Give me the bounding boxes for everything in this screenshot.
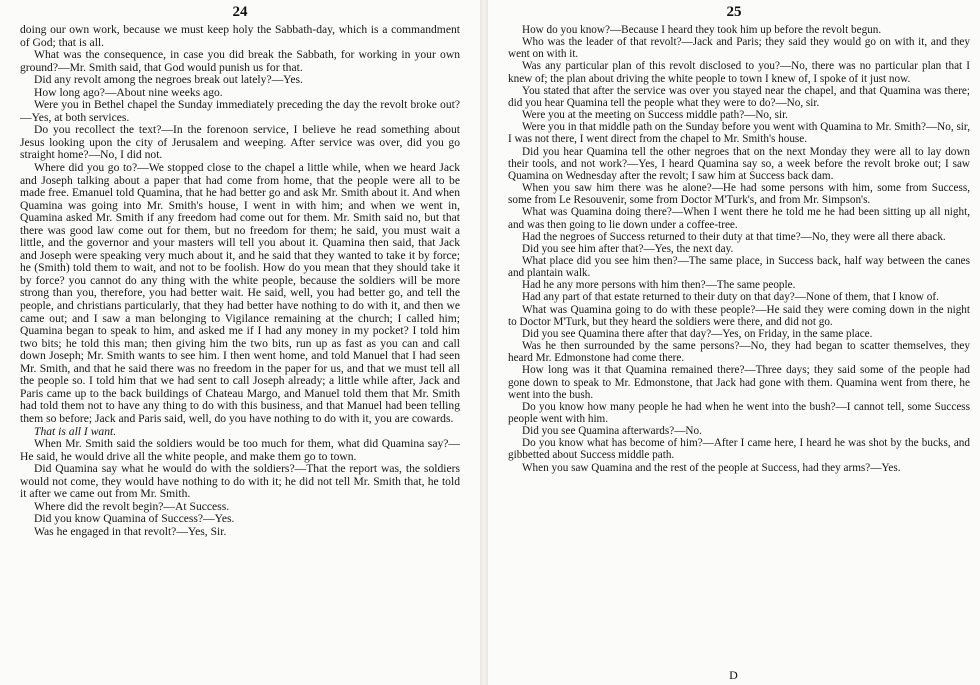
signature-mark: D: [729, 668, 739, 682]
paragraph: Was he then surrounded by the same persons?—No, they had began to scatter themselves, they heard Mr. Edmonstone had come there.: [508, 340, 970, 365]
paragraph: Did you see Quamina afterwards?—No.: [522, 425, 702, 438]
paragraph: That is all I want.: [34, 424, 117, 438]
paragraph: What was the consequence, in case you did break the Sabbath, for working in your own ground?—Mr. Smith said, that God would punish us for that.: [20, 48, 460, 74]
paragraph: Where did you go to?—We stopped close to the chapel a little while, when we heard Jack and Joseph talking about a paper that had come from home, that the people were all to be made free. Emanuel told Quamina, that he had better go and ask Mr. Smith about it. And when Quamina was going into Mr. Smith's house, I went in with him; and when we went in, Quamina asked Mr. Smith if any freedom had come out for them. Mr. Smith said no, but that there was good law come out for them, but no freedom for them; he said, you must wait a little, and the governor and your masters will tell you about it. Quamina then said, that Jack and Joseph were speaking very much about it, and he said that they wanted to take it by force; he (Smith) told them to wait, and not to be foolish. How do you mean that they should take it by force? you cannot do any thing with the white people, because the soldiers will be more strong than you, therefore, you had better wait. He said, well, you had better go, and tell the people, and christians particularly, that they had better have nothing to do with it, and then we came out; and I saw a man belonging to Vigilance remaining at the church; I called him; Quamina began to speak to him, and asked me if I had any money in my pocket? I told him two bits; he told this man; then giving him the two bits, run up as fast as you can and call down Joseph; Mr. Smith wants to see him. I then went home, and told Manuel that I had seen Mr. Smith, and that he said there was no freedom in the paper for us, and that we must tell all the people so. I told him that we had sent to call Joseph already; a little while after, Jack and Paris came up to the back buildings of Chateau Margo, and Manuel told them that Mr. Smith had told them not to have any thing to do with this business, and that Manuel had been telling them so before; Jack and Paris said, well, do you have nothing to do with it, you are cowards.: [20, 161, 460, 425]
paragraph: Had any part of that estate returned to their duty on that day?—None of them, that I know of.: [522, 291, 939, 304]
paragraph: Did you see him after that?—Yes, the next day.: [522, 242, 734, 255]
paragraph: Was he engaged in that revolt?—Yes, Sir.: [34, 524, 227, 538]
paragraph: Were you in Bethel chapel the Sunday immediately preceding the day the revolt broke out?—Yes, at both services.: [20, 98, 460, 124]
paragraph: When you saw him there was he alone?—He had some persons with him, some from Success, some from Le Resouvenir, some from Doctor M'Turk's, and from Mr. Simpson's.: [508, 182, 970, 207]
paragraph: Did you see Quamina there after that day?—Yes, on Friday, in the same place.: [522, 327, 873, 340]
paragraph: When Mr. Smith said the soldiers would be too much for them, what did Quamina say?—He said, he would drive all the white people, and make them go to town.: [20, 437, 460, 463]
paragraph: Who was the leader of that revolt?—Jack and Paris; they said they would go on with it, and they went on with it.: [508, 36, 970, 61]
paragraph: Did any revolt among the negroes break out lately?—Yes.: [34, 73, 303, 87]
paragraph: Do you recollect the text?—In the forenoon service, I believe he read something about Jesus looking upon the city of Jerusalem and weeping. After service was over, did you go straight home?—No, I did not.: [20, 123, 460, 162]
paragraph: Were you in that middle path on the Sunday before you went with Quamina to Mr. Smith?—No, sir, I was not there, I went direct from the chapel to Mr. Smith's house.: [508, 121, 970, 146]
paragraph: Did you know Quamina of Success?—Yes.: [34, 512, 235, 526]
page-number-left: 24: [232, 4, 248, 20]
paragraph: Do you know what has become of him?—After I came here, I heard he was shot by the bucks, and gibbetted about Success middle path.: [508, 437, 970, 462]
paragraph: What was Quamina doing there?—When I went there he told me he had been sitting up all night, and was then going to lie down under a coffee-tree.: [508, 206, 970, 231]
paragraph: Had he any more persons with him then?—The same people.: [522, 279, 796, 292]
right-page: [488, 0, 980, 685]
paragraph: Where did the revolt begin?—At Success.: [34, 499, 230, 513]
paragraph: Were you at the meeting on Success middle path?—No, sir.: [522, 109, 788, 122]
paragraph: What was Quamina going to do with these people?—He said they were coming down in the night to Doctor M'Turk, but they heard the soldiers were there, and did not go.: [508, 303, 970, 328]
paragraph: Was any particular plan of this revolt disclosed to you?—No, there was no particular plan that I knew of; the plan about driving the white people to town I knew of, I spoke of it just now.: [508, 60, 970, 85]
paragraph: What place did you see him then?—The same place, in Success back, half way between the canes and plantain walk.: [508, 254, 970, 280]
paragraph: Did you hear Quamina tell the other negroes that on the next Monday they were all to lay down their tools, and not work?—Yes, I heard Quamina say so, a week before the revolt broke out; I saw Quamina on Wednesday after the revolt; I saw him at Success back dam.: [508, 145, 970, 182]
page-number-right: 25: [726, 4, 742, 20]
paragraph: You stated that after the service was over you stayed near the chapel, and that Quamina was there; did you hear Quamina tell the people what they were to do?—No, sir.: [508, 84, 970, 109]
paragraph: Do you know how many people he had when he went into the bush?—I cannot tell, some Success people went with him.: [508, 400, 970, 425]
paragraph: Had the negroes of Success returned to their duty at that time?—No, they were all there aback.: [522, 230, 946, 243]
paragraph: How long ago?—About nine weeks ago.: [34, 85, 223, 99]
left-page: [0, 0, 480, 685]
paragraph: How do you know?—Because I heard they took him up before the revolt begun.: [522, 24, 882, 36]
left-page-text: [20, 24, 460, 538]
paragraph: How long was it that Quamina remained there?—Three days; they said some of the people had gone down to speak to Mr. Edmonstone, that Jack had gone with them. Quamina went from there, he went into the bush.: [508, 364, 970, 401]
paragraph: Did Quamina say what he would do with the soldiers?—That the report was, the soldiers would not come, they would have nothing to do with it; he did not tell Mr. Smith that, he told it after we came out from Mr. Smith.: [20, 462, 460, 501]
book-gutter: [480, 0, 488, 685]
paragraph: When you saw Quamina and the rest of the people at Success, had they arms?—Yes.: [522, 461, 901, 474]
paragraph: doing our own work, because we must keep holy the Sabbath-day, which is a commandment of God; that is all.: [20, 23, 460, 49]
right-page-text: [508, 24, 970, 474]
